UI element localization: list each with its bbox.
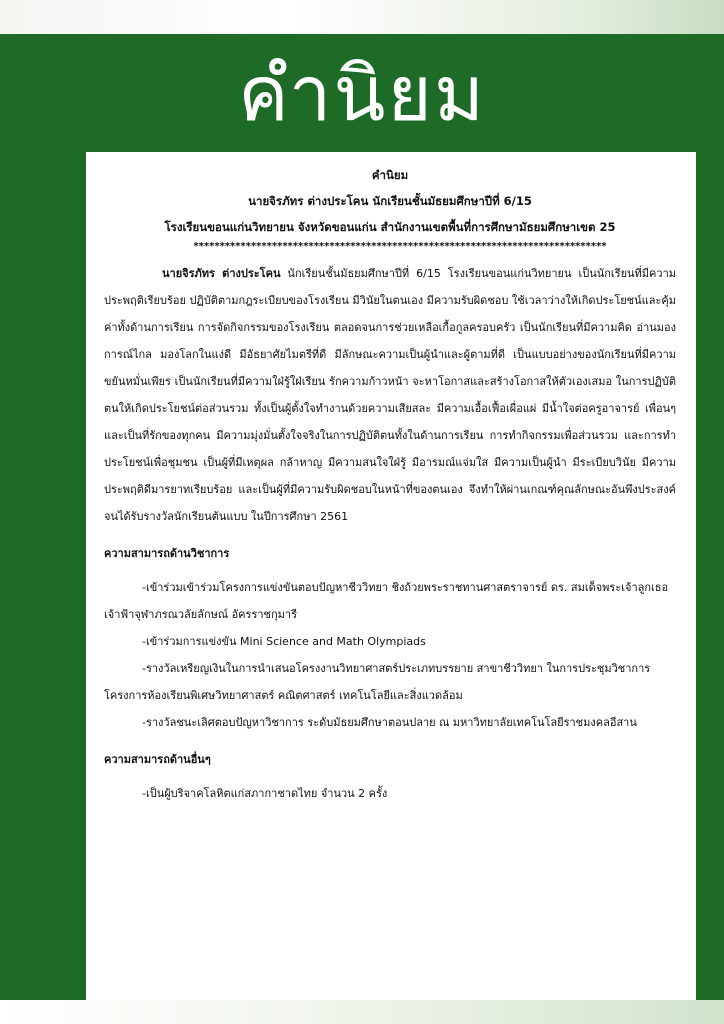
intro-lead-name: นายจิรภัทร ต่างประโคน <box>162 267 281 280</box>
student-line: นายจิรภัทร ต่างประโคน นักเรียนชั้นมัธยมศึกษาปีที่ 6/15 <box>248 194 532 208</box>
academic-item-4: -รางวัลชนะเลิศตอบปัญหาวิชาการ ระดับมัธยมศึกษาตอนปลาย ณ มหาวิทยาลัยเทคโนโลยีราชมงคลอีสาน <box>142 716 637 729</box>
academic-item-1: -เข้าร่วมเข้าร่วมโครงการแข่งขันตอบปัญหาชีววิทยา ชิงถ้วยพระราชทานศาสตราจารย์ ดร. สมเด็จพระเจ้าลูกเธอ เจ้าฟ้าจุฬาภรณวลัยลักษณ์ อัครราชกุมารี <box>104 581 669 621</box>
academic-heading: ความสามารถด้านวิชาการ <box>104 547 230 560</box>
banner-title: คำนิยม <box>237 49 487 138</box>
academic-item-2: -เข้าร่วมการแข่งขัน Mini Science and Math Olympiads <box>142 635 426 648</box>
intro-body: นักเรียนชั้นมัธยมศึกษาปีที่ 6/15 โรงเรียนขอนแก่นวิทยายน เป็นนักเรียนที่มีความประพฤติเรียบร้อย ปฏิบัติตามกฎระเบียบของโรงเรียน มีวินัยในตนเอง มีความรับผิดชอบ ใช้เวลาว่างให้เกิดประโยชน์และคุ้มค่าทั้งด้านการเรียน การจัดกิจกรรมของโรงเรียน ตลอดจนการช่วยเหลือเกื้อกูลครอบครัว เป็นนักเรียนที่มีความคิด อ่านมองการณ์ไกล มองโลกในแง่ดี มีอัธยาศัยไมตรีที่ดี มีลักษณะความเป็นผู้นำและผู้ตามที่ดี เป็นแบบอย่างของนักเรียนที่มีความขยันหมั่นเพียร เป็นนักเรียนที่มีความใฝ่รู้ใฝ่เรียน รักความก้าวหน้า จะหาโอกาสและสร้างโอกาสให้ตัวเองเสมอ ในการปฏิบัติตนให้เกิดประโยชน์ต่อส่วนรวม ทั้งเป็นผู้ตั้งใจทำงานด้วยความเสียสละ มีความเอื้อเฟื้อเผื่อแผ่ มีน้ำใจต่อครูอาจารย์ เพื่อนๆ และเป็นที่รักของทุกคน มีความมุ่งมั่นตั้งใจจริงในการปฏิบัติตนทั้งในด้านการเรียน การทำกิจกรรมเพื่อส่วนรวม และการทำประโยชน์เพื่อชุมชน เป็นผู้ที่มีเหตุผล กล้าหาญ มีความสนใจใฝ่รู้ มีอารมณ์แจ่มใส มีความเป็นผู้นำ มีระเบียบวินัย มีความประพฤติดีมารยาทเรียบร้อย และเป็นผู้ที่มีความรับผิดชอบในหน้าที่ของตนเอง จึงทำให้ผ่านเกณฑ์คุณลักษณะอันพึงประสงค์จนได้รับรางวัลนักเรียนต้นแบบ ในปีการศึกษา 2561 <box>104 267 677 523</box>
other-item-1: -เป็นผู้บริจาคโลหิตแก่สภากาชาดไทย จำนวน 2 ครั้ง <box>142 787 388 800</box>
separator-line: ******************************************************************************* <box>193 241 607 252</box>
other-heading: ความสามารถด้านอื่นๆ <box>104 753 211 766</box>
bottom-background-strip <box>0 1000 724 1024</box>
intro-paragraph <box>104 260 676 530</box>
document-page <box>86 152 696 1000</box>
document-title: คำนิยม <box>371 168 409 182</box>
top-background-strip <box>0 0 724 34</box>
school-line: โรงเรียนขอนแก่นวิทยายน จังหวัดขอนแก่น สำนักงานเขตพื้นที่การศึกษามัธยมศึกษาเขต 25 <box>164 220 616 234</box>
academic-item-3: -รางวัลเหรียญเงินในการนำเสนอโครงงานวิทยาศาสตร์ประเภทบรรยาย สาขาชีววิทยา ในการประชุมวิชาการโครงการห้องเรียนพิเศษวิทยาศาสตร์ คณิตศาสตร์ เทคโนโลยีและสิ่งแวดล้อม <box>104 662 651 702</box>
